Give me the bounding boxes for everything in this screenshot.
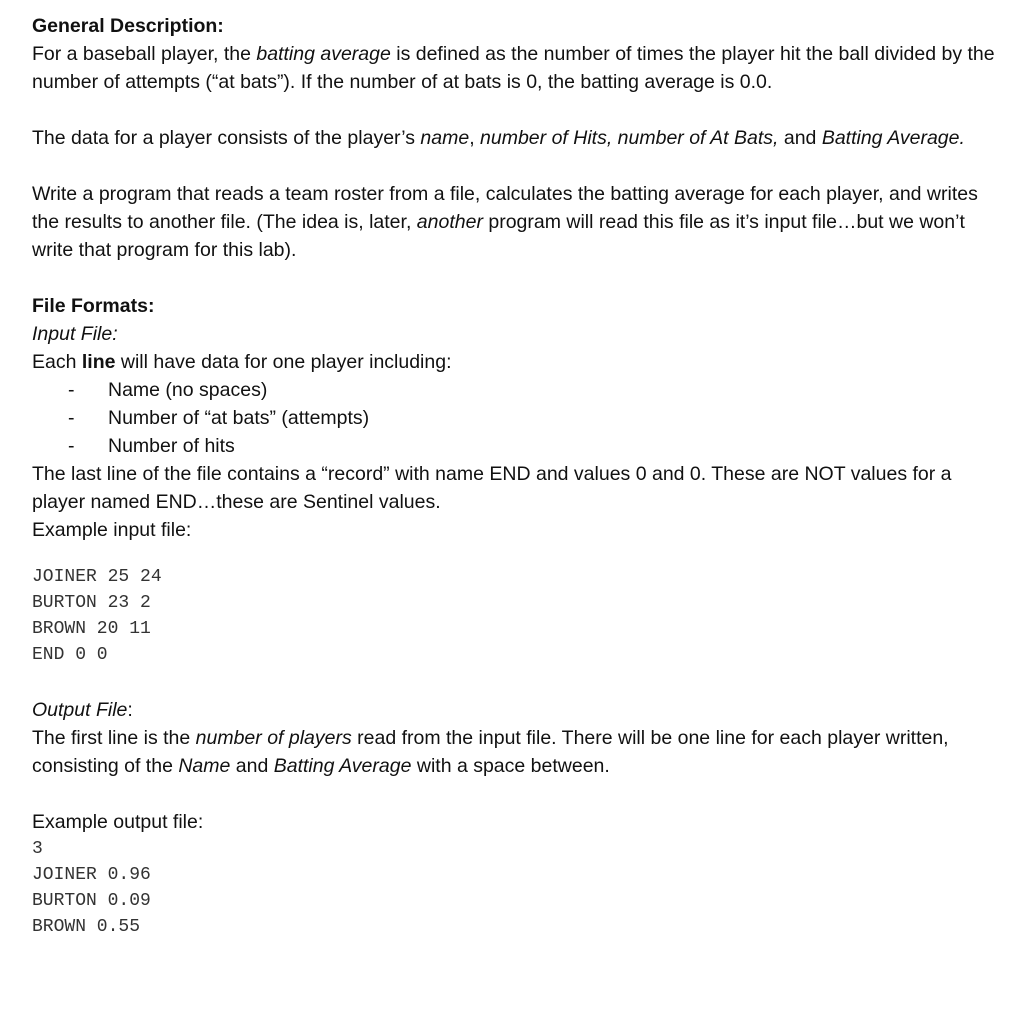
output-file-description: The first line is the number of players read from the input file. There will be one line for each player written, consisting of the Name and Batting Average with a space between. bbox=[32, 727, 949, 777]
output-file-subheading: Output File: bbox=[32, 699, 133, 721]
example-output-block bbox=[32, 836, 1002, 940]
example-input-block bbox=[32, 564, 1002, 668]
code-line: BROWN 0.55 bbox=[32, 917, 141, 937]
file-formats-heading: File Formats: bbox=[32, 295, 155, 317]
sentinel-description: The last line of the file contains a “record” with name END and values 0 and 0. These are NOT values for a player named END…these are Sentinel values. bbox=[32, 463, 952, 513]
list-item: - Number of hits bbox=[68, 435, 235, 457]
player-data-description: The data for a player consists of the player’s name, number of Hits, number of At Bats, and Batting Average. bbox=[32, 127, 965, 149]
code-line: JOINER 25 24 bbox=[32, 567, 162, 587]
input-line-intro: Each line will have data for one player including: bbox=[32, 351, 452, 373]
program-task-description: Write a program that reads a team roster from a file, calculates the batting average for each player, and writes the results to another file. (The idea is, later, another program will read this file as it’s input file…but we won’t write that program for this lab). bbox=[32, 183, 978, 261]
batting-average-definition: For a baseball player, the batting average is defined as the number of times the player hit the ball divided by the number of attempts (“at bats”). If the number of at bats is 0, the batting average is 0.0. bbox=[32, 43, 995, 93]
document-page bbox=[32, 12, 1002, 940]
list-item: - Number of “at bats” (attempts) bbox=[68, 407, 370, 429]
code-line: END 0 0 bbox=[32, 645, 108, 665]
example-output-label: Example output file: bbox=[32, 811, 204, 833]
input-file-subheading: Input File: bbox=[32, 323, 118, 345]
code-line: BURTON 23 2 bbox=[32, 593, 151, 613]
input-field-list bbox=[32, 376, 1002, 460]
code-line: BROWN 20 11 bbox=[32, 619, 151, 639]
general-description-heading: General Description: bbox=[32, 15, 224, 37]
code-line: BURTON 0.09 bbox=[32, 891, 151, 911]
list-item: - Name (no spaces) bbox=[68, 379, 268, 401]
code-line: 3 bbox=[32, 839, 43, 859]
code-line: JOINER 0.96 bbox=[32, 865, 151, 885]
example-input-label: Example input file: bbox=[32, 519, 192, 541]
